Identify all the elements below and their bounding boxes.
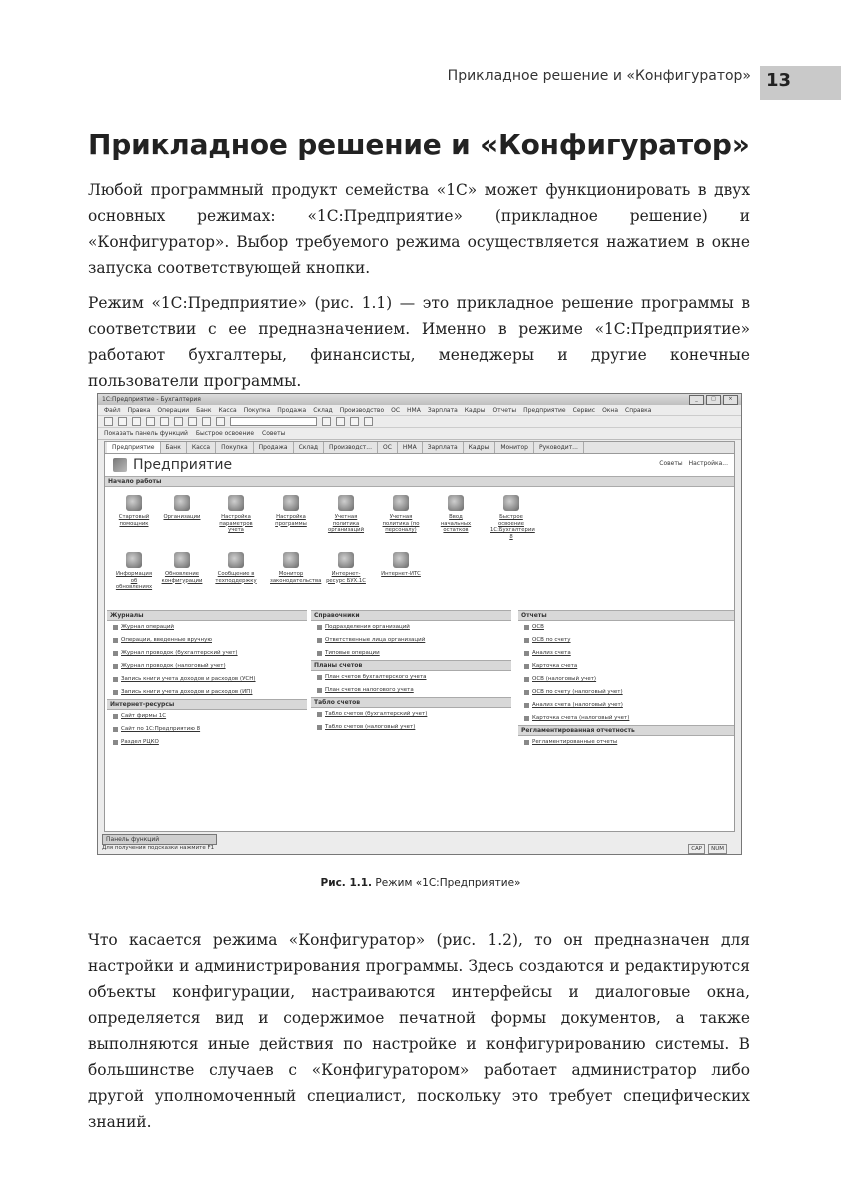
start-item-icon (126, 495, 142, 511)
list-group-head: Планы счетов (311, 660, 511, 671)
menu-item: Сервис (572, 406, 596, 414)
start-icon (161, 495, 203, 521)
tab-item: Касса (187, 442, 216, 453)
menu-item: Банк (196, 406, 212, 414)
redo-icon (216, 417, 225, 426)
menu-bar (98, 405, 741, 416)
list-item: Регламентированные отчеты (518, 736, 734, 749)
start-icon-label: Сообщение в техподдержку (215, 571, 257, 584)
menu-item: Правка (127, 406, 151, 414)
list-item: Сайт по 1С:Предприятию 8 (107, 723, 307, 736)
menu-item: Касса (218, 406, 237, 414)
open-icon (118, 417, 127, 426)
quick-bar-item: Советы (262, 430, 286, 437)
start-icon (270, 495, 312, 527)
list-item: ОСВ (налоговый учет) (518, 673, 734, 686)
menu-item: Продажа (277, 406, 307, 414)
list-item: Запись книги учета доходов и расходов (ИП) (107, 686, 307, 699)
status-bar (102, 844, 737, 852)
list-item: Журнал проводок (налоговый учет) (107, 660, 307, 673)
start-icon (215, 495, 257, 534)
menu-item: Операции (157, 406, 190, 414)
list-item: Типовые операции (311, 647, 511, 660)
minimize-icon: _ (689, 395, 704, 405)
caption-label: Рис. 1.1. (320, 877, 373, 889)
tab-item: Монитор (495, 442, 534, 453)
find-icon (322, 417, 331, 426)
start-icon-label: Настройка программы (275, 514, 307, 527)
list-group-head: Журналы (107, 610, 307, 621)
start-item-icon (393, 552, 409, 568)
tab-item: Предприятие (107, 442, 161, 453)
close-icon: × (723, 395, 738, 405)
list-item: Раздел РЦКО (107, 736, 307, 749)
copy-icon (160, 417, 169, 426)
list-group-head: Справочники (311, 610, 511, 621)
start-item-icon (338, 552, 354, 568)
start-item-icon (174, 552, 190, 568)
new-icon (104, 417, 113, 426)
start-icon-label: Монитор законодательства (270, 571, 322, 584)
tab-item: Руководит... (534, 442, 584, 453)
start-icon (113, 552, 155, 591)
enterprise-logo-icon (113, 458, 127, 472)
start-icon (270, 552, 322, 584)
paste-icon (174, 417, 183, 426)
start-icon (113, 495, 155, 527)
list-item: ОСВ по счету (налоговый учет) (518, 686, 734, 699)
quick-bar-item: Показать панель функций (104, 430, 188, 437)
page-number: 13 (760, 66, 841, 100)
menu-item: Производство (339, 406, 385, 414)
paragraph-1: Любой программный продукт семейства «1С» может функционировать в двух основных режимах: «1С:Предприятие» (прикладное решение) и «Конфигуратор». Выбор требуемого режима осуществляется нажатием в окне запуска соответствующей кнопки. (88, 181, 750, 277)
list-item: Подразделения организаций (311, 621, 511, 634)
help-icon (364, 417, 373, 426)
list-item: ОСВ (518, 621, 734, 634)
tips-link: Советы (659, 460, 683, 467)
column-journals (107, 610, 307, 819)
maximize-icon: □ (706, 395, 721, 405)
list-item: Сайт фирмы 1С (107, 710, 307, 723)
figure-caption (0, 877, 841, 889)
tab-item: Банк (161, 442, 187, 453)
start-icon-label: Стартовый помощник (118, 514, 150, 527)
tab-item: Склад (294, 442, 324, 453)
start-item-icon (126, 552, 142, 568)
tab-item: Покупка (216, 442, 254, 453)
list-item: Табло счетов (бухгалтерский учет) (311, 708, 511, 721)
section-heading: Прикладное решение и «Конфигуратор» (88, 128, 750, 161)
list-item: Журнал операций (107, 621, 307, 634)
print-icon (188, 417, 197, 426)
menu-item: Окна (602, 406, 619, 414)
list-group-head: Табло счетов (311, 697, 511, 708)
settings-link: Настройка... (688, 460, 728, 467)
list-item: Ответственные лица организаций (311, 634, 511, 647)
footer (102, 834, 737, 852)
window-titlebar (98, 394, 741, 405)
start-icon (490, 495, 535, 540)
menu-item: ОС (391, 406, 401, 414)
paragraph-2: Режим «1С:Предприятие» (рис. 1.1) — это прикладное решение программы в соответствии с ее предназначением. Именно в режиме «1С:Предприятие» работают бухгалтеры, финансисты, менеджеры и другие конечные пользователи программы. (88, 294, 750, 390)
start-icon-label: Интернет-ресурс БУХ.1С (326, 571, 366, 584)
start-item-icon (228, 495, 244, 511)
menu-item: Склад (313, 406, 333, 414)
paragraph-3: Что касается режима «Конфигуратор» (рис. 1.2), то он предназначен для настройки и администрирования программы. Здесь создаются и редактируются объекты конфигурации, настраиваются интерфейсы и диалоговые окна, определяется вид и содержимое печатной формы документов, а также выполняются иные действия по настройке и конфигурированию системы. В большинстве случаев с «Конфигуратором» работает администратор либо другой уполномоченный специалист, поскольку это требует специфических знаний. (88, 931, 750, 1131)
status-text: Для получения подсказки нажмите F1 (102, 845, 215, 851)
menu-item: Справка (625, 406, 652, 414)
list-item: Запись книги учета доходов и расходов (УСН) (107, 673, 307, 686)
start-icons (105, 487, 734, 611)
list-item: Журнал проводок (бухгалтерский учет) (107, 647, 307, 660)
start-item-icon (393, 495, 409, 511)
list-item: Операции, введенные вручную (107, 634, 307, 647)
list-item: Анализ счета (налоговый учет) (518, 699, 734, 712)
start-icon-label: Быстрое освоение 1С:Бухгалтерии 8 (490, 514, 535, 540)
start-icon (215, 552, 257, 584)
list-item: План счетов бухгалтерского учета (311, 671, 511, 684)
list-item: Анализ счета (518, 647, 734, 660)
tab-item: ОС (378, 442, 398, 453)
start-item-icon (174, 495, 190, 511)
tab-item: Кадры (464, 442, 496, 453)
start-section-head: Начало работы (105, 477, 734, 487)
quick-bar (98, 428, 741, 440)
quick-bar-item: Быстрое освоение (195, 430, 255, 437)
tab-item: Производст... (324, 442, 378, 453)
figure-screenshot (97, 393, 742, 855)
start-icon-label: Обновление конфигурации (161, 571, 203, 584)
num-indicator: NUM (708, 844, 727, 854)
list-item: Карточка счета (518, 660, 734, 673)
caption-text: Режим «1С:Предприятие» (372, 877, 521, 889)
tab-item: Зарплата (423, 442, 464, 453)
cap-indicator: CAP (688, 844, 705, 854)
list-item: Табло счетов (налоговый учет) (311, 721, 511, 734)
start-icon-label: Интернет-ИТС (381, 571, 421, 577)
panel-header (105, 454, 734, 477)
start-icon-label: Учетная политика (по персоналу) (382, 514, 420, 533)
main-panel (104, 441, 735, 832)
start-item-icon (448, 495, 464, 511)
toolbar (98, 416, 741, 428)
menu-item: Зарплата (427, 406, 458, 414)
list-item: План счетов налогового учета (311, 684, 511, 697)
list-item: ОСВ по счету (518, 634, 734, 647)
undo-icon (202, 417, 211, 426)
start-item-icon (228, 552, 244, 568)
start-icon-label: Ввод начальных остатков (440, 514, 472, 533)
start-icon-label: Учетная политика организаций (327, 514, 365, 533)
menu-item: Файл (104, 406, 121, 414)
start-icon (325, 552, 367, 584)
start-item-icon (503, 495, 519, 511)
start-item-icon (283, 552, 299, 568)
cut-icon (146, 417, 155, 426)
function-panel-button: Панель функций (102, 834, 217, 845)
start-icon (435, 495, 477, 534)
panel-title: Предприятие (133, 457, 233, 473)
menu-item: Кадры (464, 406, 486, 414)
tab-item: Продажа (254, 442, 294, 453)
search-field (230, 417, 317, 426)
start-icon-label: Настройка параметров учета (219, 514, 253, 533)
start-icon-label: Организации (163, 514, 201, 520)
save-icon (132, 417, 141, 426)
start-item-icon (283, 495, 299, 511)
column-catalogs (311, 610, 511, 819)
menu-item: Отчеты (492, 406, 517, 414)
start-icon (380, 552, 422, 578)
calendar-icon (350, 417, 359, 426)
menu-item: Предприятие (523, 406, 566, 414)
start-icon (161, 552, 203, 584)
list-group-head: Отчеты (518, 610, 734, 621)
start-icon (380, 495, 422, 534)
list-group-head: Интернет-ресурсы (107, 699, 307, 710)
calc-icon (336, 417, 345, 426)
column-reports (518, 610, 734, 819)
menu-item: Покупка (243, 406, 271, 414)
function-tabs (105, 442, 734, 454)
lists-area (105, 610, 734, 819)
tab-item: НМА (398, 442, 423, 453)
list-group-head: Регламентированная отчетность (518, 725, 734, 736)
start-item-icon (338, 495, 354, 511)
window-title: 1С:Предприятие - Бухгалтерия (102, 396, 201, 403)
start-icon (325, 495, 367, 534)
list-item: Карточка счета (налоговый учет) (518, 712, 734, 725)
running-head: Прикладное решение и «Конфигуратор» (447, 68, 751, 84)
menu-item: НМА (407, 406, 421, 414)
start-icon-label: Информация об обновлениях (115, 571, 153, 590)
